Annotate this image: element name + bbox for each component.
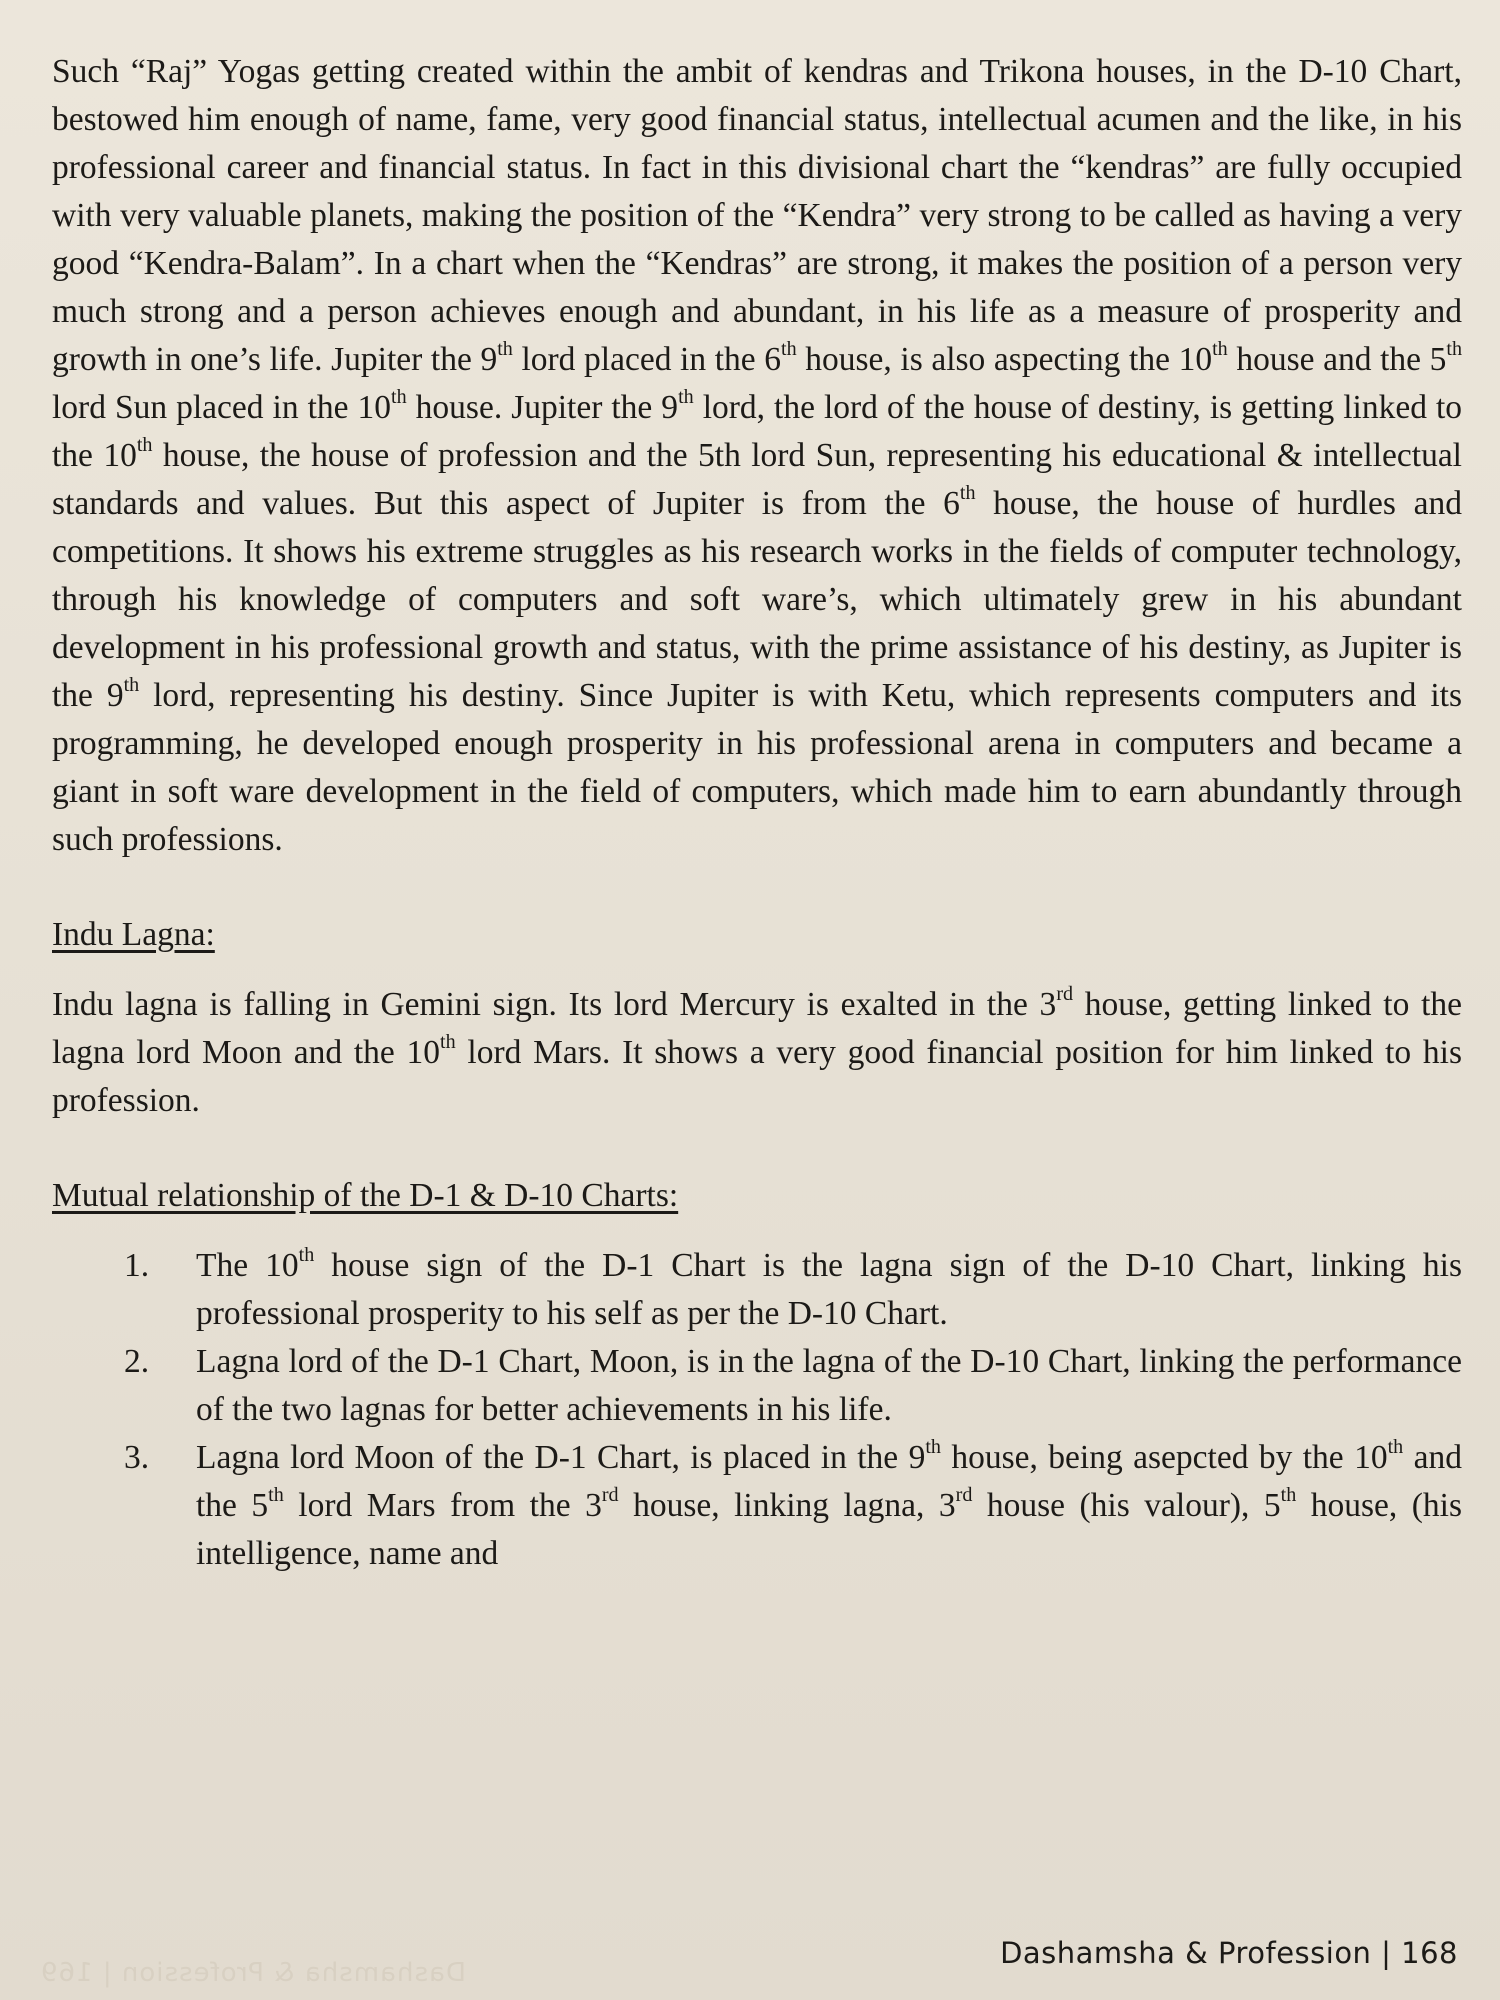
text-run: and the 5 <box>196 1439 1462 1524</box>
superscript: th <box>497 337 513 360</box>
superscript: th <box>781 337 797 360</box>
superscript: th <box>959 481 976 504</box>
list-text <box>196 1343 1462 1428</box>
text-run: Lagna lord of the D-1 Chart, Moon, is in the lagna of the D-10 Chart, linking the performance of the two lagnas for better achievements in his life. <box>196 1343 1462 1428</box>
page-content <box>52 48 1462 1578</box>
superscript: th <box>1446 337 1462 360</box>
list-text <box>196 1435 1462 1572</box>
text-run: house. Jupiter the 9 <box>406 389 679 426</box>
text-run: house, the house of hurdles and competitions. It shows his extreme struggles as his research works in the fields of computer technology, through his knowledge of computers and soft ware’s, which ultimately grew in his abundant development in his professional growth and status, with the prime assistance of his destiny, as Jupiter is the 9 <box>52 485 1462 714</box>
text-run: Lagna lord Moon of the D-1 Chart, is placed in the 9 <box>196 1439 926 1476</box>
superscript: th <box>123 673 140 696</box>
text-run: house, linking lagna, 3 <box>618 1487 956 1524</box>
superscript: th <box>136 433 153 456</box>
superscript: th <box>1280 1483 1297 1506</box>
superscript: rd <box>1056 982 1074 1005</box>
page-footer: Dashamsha & Profession | 168 <box>1000 1936 1458 1970</box>
superscript: th <box>678 385 694 408</box>
text-run: house (his valour), 5 <box>972 1487 1281 1524</box>
superscript: th <box>268 1483 284 1506</box>
superscript: th <box>1387 1435 1404 1458</box>
superscript: th <box>925 1435 941 1458</box>
relationship-list <box>52 1242 1462 1578</box>
body-paragraph <box>52 48 1462 864</box>
list-item <box>52 1338 1462 1434</box>
superscript: th <box>391 385 407 408</box>
list-number: 3. <box>124 1439 150 1476</box>
text-run: Such “Raj” Yogas getting created within the ambit of kendras and Trikona houses, in the D-10 Chart, bestowed him enough of name, fame, very good financial status, intellectual acumen and the like, in his professional career and financial status. In fact in this divisional chart the “kendras” are fully occupied with very valuable planets, making the position of the “Kendra” very strong to be called as having a very good “Kendra-Balam”. In a chart when the “Kendras” are strong, it makes the position of a person very much strong and a person achieves enough and abundant, in his life as a measure of prosperity and growth in one’s life. Jupiter the 9 <box>52 53 1462 378</box>
text-run: house, (his intelligence, name and <box>196 1487 1462 1572</box>
superscript: th <box>298 1243 315 1266</box>
list-item <box>52 1434 1462 1578</box>
list-item <box>52 1242 1462 1338</box>
indu-lagna-paragraph <box>52 981 1462 1125</box>
text-run: The 10 <box>196 1247 299 1284</box>
text-run: house, being asepcted by the 10 <box>940 1439 1388 1476</box>
bleed-through-footer: Dashamsha & Profession | 169 <box>40 1958 467 1988</box>
text-run: lord Mars. It shows a very good financial position for him linked to his profession. <box>52 1034 1463 1119</box>
list-number: 1. <box>124 1247 150 1284</box>
text-run: lord placed in the 6 <box>512 341 781 378</box>
text-run: lord Sun placed in the 10 <box>52 389 392 426</box>
list-text <box>196 1243 1462 1332</box>
text-run: Indu lagna is falling in Gemini sign. Its lord Mercury is exalted in the 3 <box>52 986 1057 1023</box>
text-run: lord, representing his destiny. Since Jupiter is with Ketu, which represents computers and its programming, he developed enough prosperity in his professional arena in computers and became a giant in soft ware development in the field of computers, which made him to earn abundantly through such professions. <box>52 677 1462 858</box>
text-run: lord, the lord of the house of destiny, is getting linked to the 10 <box>52 389 1462 474</box>
text-run: lord Mars from the 3 <box>283 1487 602 1524</box>
superscript: rd <box>601 1483 619 1506</box>
text-run: house sign of the D-1 Chart is the lagna sign of the D-10 Chart, linking his professional prosperity to his self as per the D-10 Chart. <box>196 1247 1462 1332</box>
text-run: house, is also aspecting the 10 <box>796 341 1213 378</box>
superscript: th <box>440 1030 456 1053</box>
text-run: house and the 5 <box>1227 341 1447 378</box>
superscript: th <box>1212 337 1228 360</box>
list-number: 2. <box>124 1343 150 1380</box>
text-run: house, the house of profession and the 5th lord Sun, representing his educational & intellectual standards and values. But this aspect of Jupiter is from the 6 <box>52 437 1462 522</box>
indu-lagna-heading: Indu Lagna: <box>52 916 215 953</box>
text-run: house, getting linked to the lagna lord Moon and the 10 <box>52 986 1462 1071</box>
mutual-relationship-heading: Mutual relationship of the D-1 & D-10 Charts: <box>52 1177 679 1214</box>
superscript: rd <box>955 1483 973 1506</box>
